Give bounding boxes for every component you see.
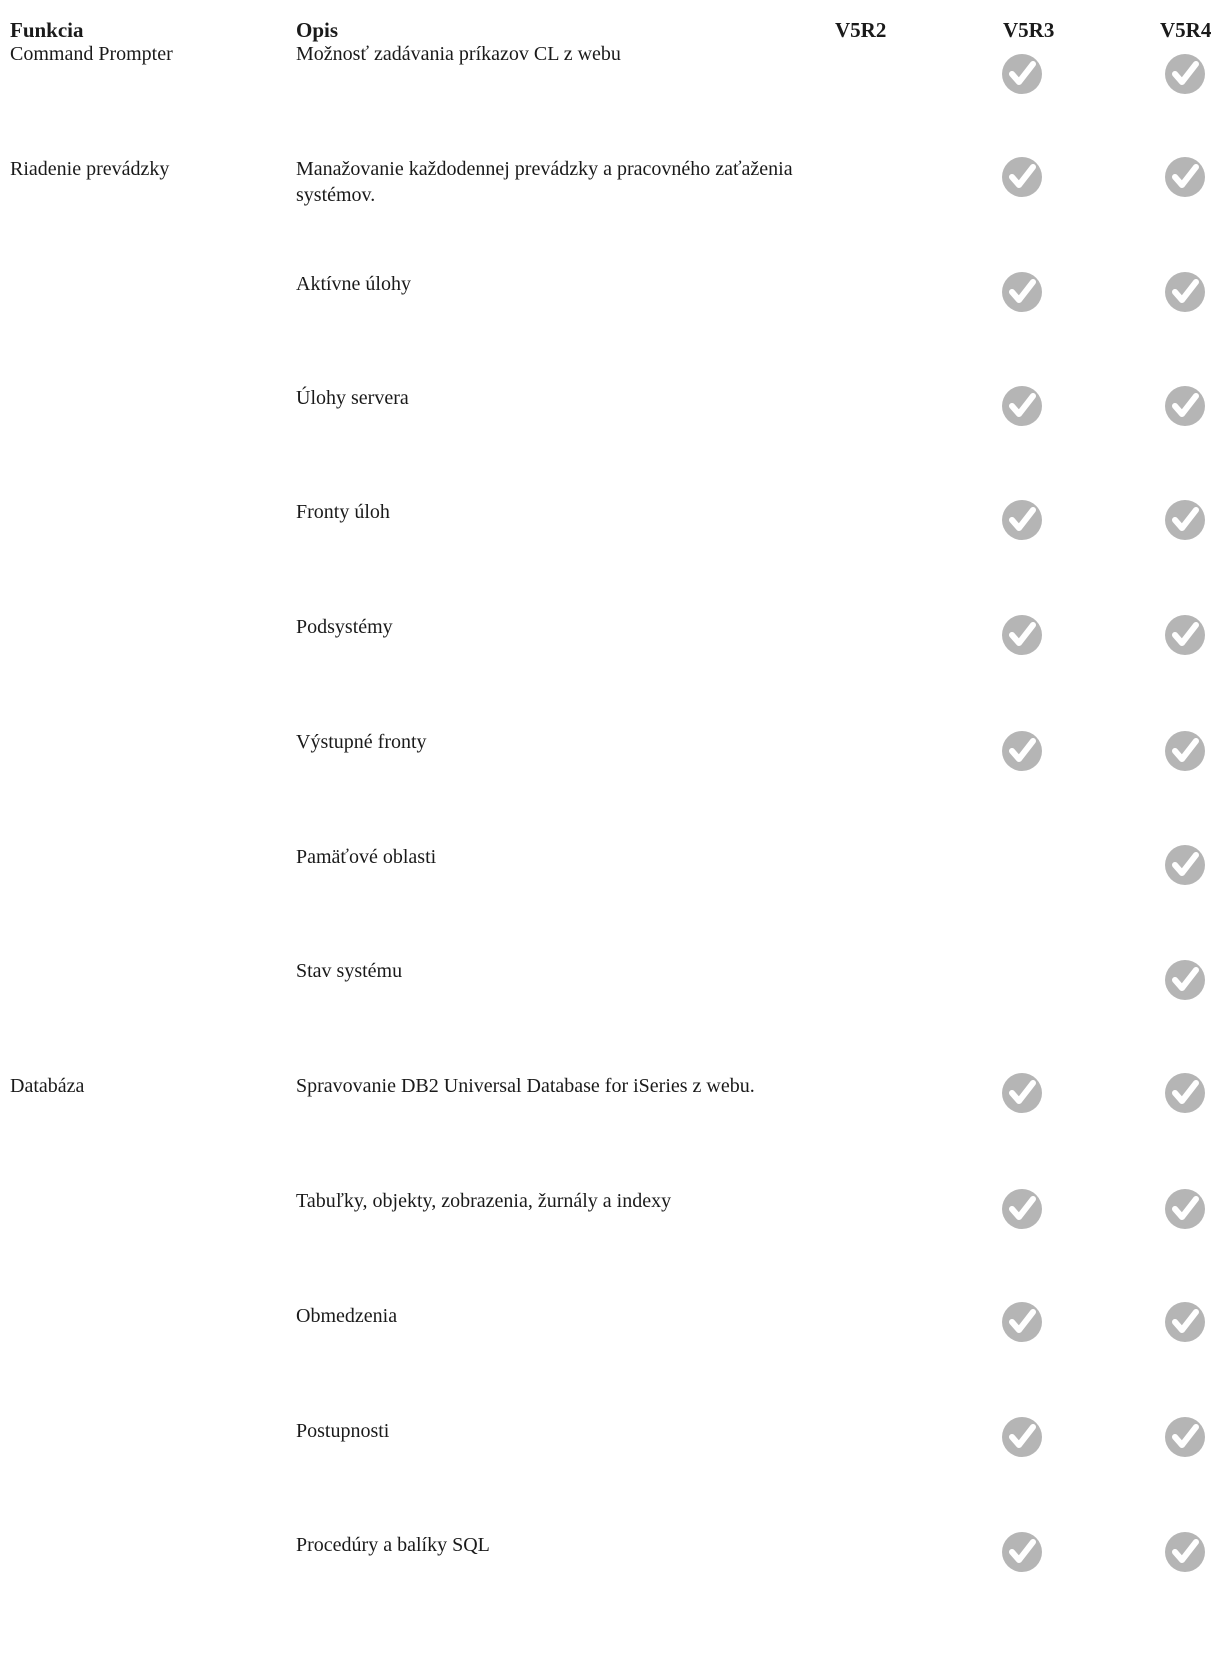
check-icon	[1000, 384, 1044, 428]
check-icon	[1163, 613, 1207, 657]
check-icon	[1163, 729, 1207, 773]
row-description: Procedúry a balíky SQL	[296, 1534, 490, 1556]
row-function: Command Prompter	[10, 43, 173, 65]
header-function: Funkcia	[10, 18, 84, 42]
check-icon	[1000, 1187, 1044, 1231]
check-icon	[1163, 1187, 1207, 1231]
row-description: Fronty úloh	[296, 501, 390, 523]
row-function: Databáza	[10, 1075, 85, 1097]
row-description: Tabuľky, objekty, zobrazenia, žurnály a indexy	[296, 1190, 672, 1212]
check-icon	[1000, 498, 1044, 542]
check-icon	[1163, 384, 1207, 428]
check-icon	[1163, 1415, 1207, 1459]
row-description: Úlohy servera	[296, 387, 409, 409]
row-description: Výstupné fronty	[296, 731, 427, 753]
row-description: Aktívne úlohy	[296, 273, 411, 295]
check-icon	[1000, 729, 1044, 773]
header-v5r4: V5R4	[1160, 18, 1212, 42]
check-icon	[1163, 1300, 1207, 1344]
row-description: Stav systému	[296, 960, 403, 982]
check-icon	[1163, 958, 1207, 1002]
check-icon	[1000, 155, 1044, 199]
header-v5r2: V5R2	[835, 18, 887, 42]
row-description: Manažovanie každodennej prevádzky a pracovného zaťaženia systémov.	[296, 158, 793, 206]
header-description: Opis	[296, 18, 339, 42]
check-icon	[1163, 270, 1207, 314]
row-description: Pamäťové oblasti	[296, 846, 437, 868]
row-function: Riadenie prevádzky	[10, 158, 170, 180]
check-icon	[1163, 52, 1207, 96]
row-description: Spravovanie DB2 Universal Database for iSeries z webu.	[296, 1075, 755, 1097]
check-icon	[1000, 270, 1044, 314]
row-description: Obmedzenia	[296, 1305, 398, 1327]
check-icon	[1000, 1530, 1044, 1574]
header-v5r3: V5R3	[1003, 18, 1055, 42]
check-icon	[1163, 498, 1207, 542]
check-icon	[1163, 1071, 1207, 1115]
check-icon	[1000, 52, 1044, 96]
check-icon	[1163, 1530, 1207, 1574]
check-icon	[1000, 1415, 1044, 1459]
check-icon	[1000, 1300, 1044, 1344]
check-icon	[1163, 155, 1207, 199]
check-icon	[1000, 613, 1044, 657]
row-description: Možnosť zadávania príkazov CL z webu	[296, 43, 621, 65]
row-description: Podsystémy	[296, 616, 393, 638]
check-icon	[1163, 843, 1207, 887]
row-description: Postupnosti	[296, 1420, 390, 1442]
check-icon	[1000, 1071, 1044, 1115]
